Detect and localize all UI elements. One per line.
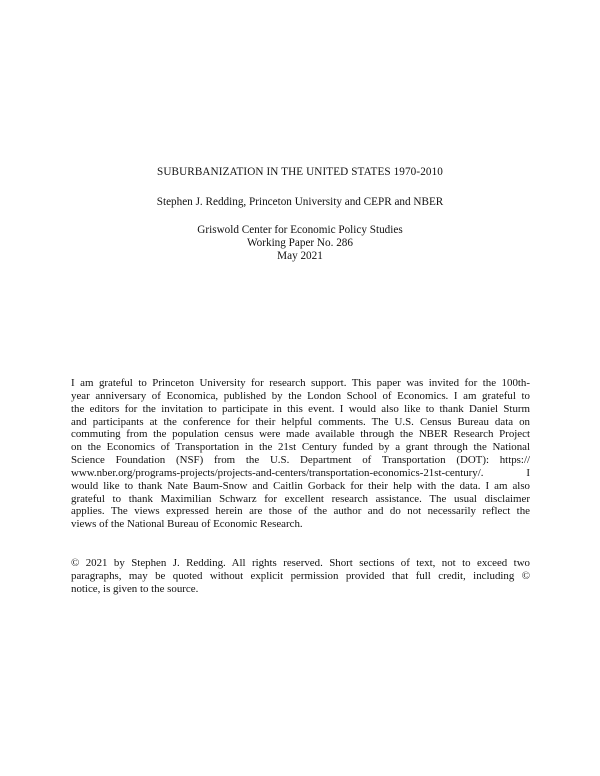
paragraph-line: Science Foundation (NSF) from the U.S. Department of Transportation (DOT): https:// [71, 454, 530, 467]
copyright-paragraph [71, 557, 530, 596]
publication-date: May 2021 [277, 249, 323, 262]
paper-title: SUBURBANIZATION IN THE UNITED STATES 1970-2010 [157, 166, 443, 178]
paragraph-line: would like to thank Nate Baum-Snow and Caitlin Gorback for their help with the data. I am also [71, 479, 530, 492]
paragraph-line: and participants at the conference for their helpful comments. The U.S. Census Bureau data on [71, 415, 530, 428]
paragraph-line: www.nber.org/programs-projects/projects-and-centers/transportation-economics-21st-century/. I [71, 466, 530, 479]
paragraph-line: views of the National Bureau of Economic Research. [71, 518, 303, 531]
affiliation-block [0, 224, 600, 262]
center-name: Griswold Center for Economic Policy Studies [197, 224, 403, 236]
paragraph-line: on the Economics of Transportation in the 21st Century funded by a grant through the National [71, 441, 530, 454]
paragraph-line: notice, is given to the source. [71, 582, 199, 595]
paragraph-line: year anniversary of Economica, published by the London School of Economics. I am grateful to [71, 389, 530, 402]
acknowledgements-paragraph [71, 377, 530, 531]
paragraph-line: the editors for the invitation to participate in this event. I would also like to thank Daniel Sturm [71, 402, 530, 415]
paragraph-line: paragraphs, may be quoted without explicit permission provided that full credit, including © [71, 569, 530, 582]
paragraph-line: grateful to thank Maximilian Schwarz for excellent research assistance. The usual disclaimer [71, 492, 530, 505]
paragraph-line: applies. The views expressed herein are those of the author and do not necessarily reflect the [71, 505, 530, 518]
paragraph-line: commuting from the population census were made available through the NBER Research Project [71, 428, 530, 441]
working-paper-number: Working Paper No. 286 [247, 236, 353, 249]
author-line: Stephen J. Redding, Princeton University and CEPR and NBER [156, 196, 444, 208]
paragraph-line: I am grateful to Princeton University for research support. This paper was invited for the 100th- [71, 377, 530, 389]
paragraph-line: © 2021 by Stephen J. Redding. All rights reserved. Short sections of text, not to exceed two [71, 557, 530, 569]
